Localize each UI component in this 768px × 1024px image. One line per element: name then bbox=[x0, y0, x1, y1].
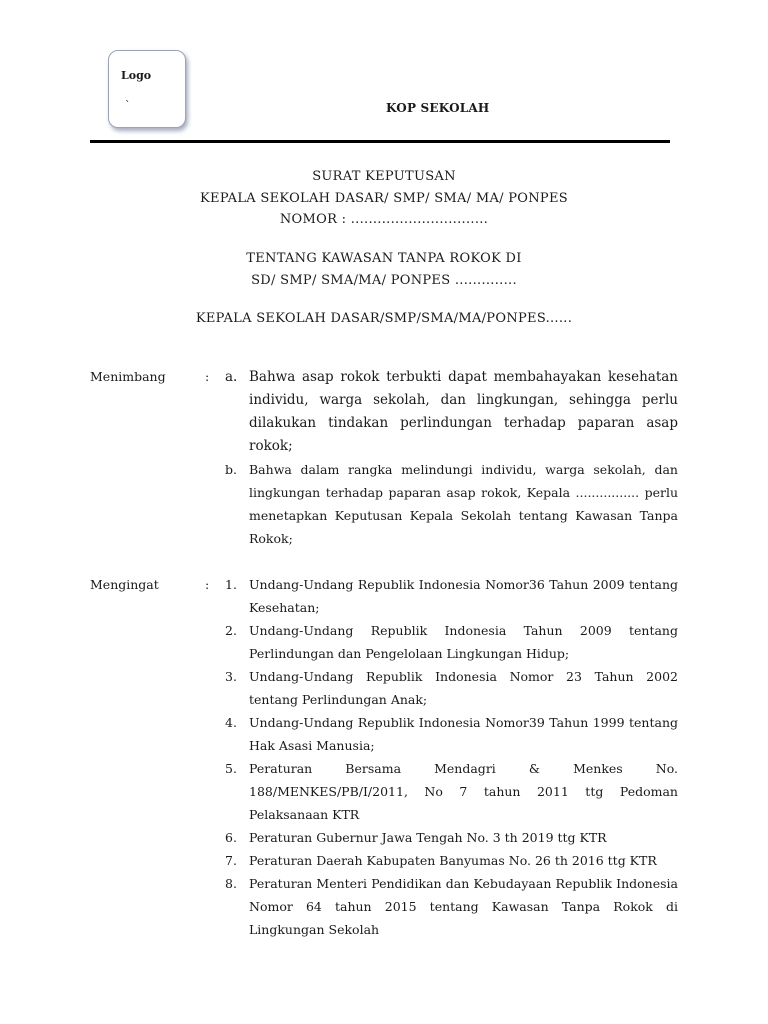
menimbang-list bbox=[220, 366, 678, 550]
list-item bbox=[220, 458, 678, 550]
menimbang-colon: : bbox=[205, 369, 210, 384]
decree-authority bbox=[90, 308, 678, 330]
list-item-text: Undang-Undang Republik Indonesia Nomor 23 Tahun 2002 tentang Perlindungan Anak; bbox=[249, 669, 678, 707]
list-item bbox=[220, 665, 678, 711]
decree-issuer: KEPALA SEKOLAH DASAR/ SMP/ SMA/ MA/ PONPES bbox=[200, 190, 568, 206]
list-item bbox=[220, 619, 678, 665]
list-marker: a. bbox=[225, 369, 238, 385]
list-item bbox=[220, 826, 678, 849]
list-item-text: Bahwa asap rokok terbukti dapat membahayakan kesehatan individu, warga sekolah, dan lingkungan, sehingga perlu dilakukan tindakan perlindungan terhadap paparan asap rokok; bbox=[249, 369, 678, 454]
list-item bbox=[220, 872, 678, 941]
decree-subject-line1: TENTANG KAWASAN TANPA ROKOK DI bbox=[246, 251, 522, 266]
list-marker: 6. bbox=[225, 830, 237, 845]
list-marker: 4. bbox=[225, 715, 237, 730]
list-item-text: Peraturan Menteri Pendidikan dan Kebudayaan Republik Indonesia Nomor 64 tahun 2015 tentang Kawasan Tanpa Rokok di Lingkungan Sekolah bbox=[249, 876, 678, 937]
list-item bbox=[220, 366, 678, 458]
decree-title: SURAT KEPUTUSAN bbox=[312, 169, 456, 184]
list-item-text: Bahwa dalam rangka melindungi individu, warga sekolah, dan lingkungan terhadap paparan asap rokok, Kepala ................ perlu menetapkan Keputusan Kepala Sekolah tentang Kawasan Tanpa Rokok; bbox=[249, 462, 678, 546]
mengingat-colon: : bbox=[205, 577, 210, 592]
list-marker: 2. bbox=[225, 623, 237, 638]
list-item bbox=[220, 849, 678, 872]
mengingat-list bbox=[220, 573, 678, 941]
list-item-text: Undang-Undang Republik Indonesia Tahun 2009 tentang Perlindungan dan Pengelolaan Lingkungan Hidup; bbox=[249, 623, 678, 661]
list-item-text: Peraturan Bersama Mendagri & Menkes No. 188/MENKES/PB/I/2011, No 7 tahun 2011 ttg Pedoman Pelaksanaan KTR bbox=[249, 761, 678, 822]
mengingat-label: Mengingat bbox=[90, 577, 159, 592]
logo-placeholder bbox=[108, 50, 186, 128]
list-marker: 7. bbox=[225, 853, 237, 868]
letterhead-divider bbox=[90, 140, 670, 143]
logo-mark: ` bbox=[125, 99, 131, 112]
decree-subject-line2: SD/ SMP/ SMA/MA/ PONPES .............. bbox=[251, 272, 517, 288]
list-item bbox=[220, 711, 678, 757]
list-item-text: Undang-Undang Republik Indonesia Nomor39 Tahun 1999 tentang Hak Asasi Manusia; bbox=[249, 715, 678, 753]
school-letterhead-title: KOP SEKOLAH bbox=[386, 101, 490, 115]
logo-label: Logo bbox=[121, 69, 152, 82]
list-item-text: Undang-Undang Republik Indonesia Nomor36 Tahun 2009 tentang Kesehatan; bbox=[249, 577, 678, 615]
decree-subject bbox=[90, 248, 678, 291]
list-item bbox=[220, 573, 678, 619]
list-item-text: Peraturan Gubernur Jawa Tengah No. 3 th 2019 ttg KTR bbox=[249, 830, 607, 845]
list-marker: 3. bbox=[225, 669, 237, 684]
decree-number: NOMOR : ............................... bbox=[279, 212, 489, 227]
list-marker: 8. bbox=[225, 876, 237, 891]
list-marker: 5. bbox=[225, 761, 237, 776]
decree-authority-line: KEPALA SEKOLAH DASAR/SMP/SMA/MA/PONPES...... bbox=[195, 311, 573, 326]
list-marker: b. bbox=[225, 462, 237, 477]
menimbang-label: Menimbang bbox=[90, 369, 166, 384]
list-item bbox=[220, 757, 678, 826]
decree-heading bbox=[90, 166, 678, 231]
list-marker: 1. bbox=[225, 577, 237, 592]
list-item-text: Peraturan Daerah Kabupaten Banyumas No. 26 th 2016 ttg KTR bbox=[249, 853, 657, 868]
